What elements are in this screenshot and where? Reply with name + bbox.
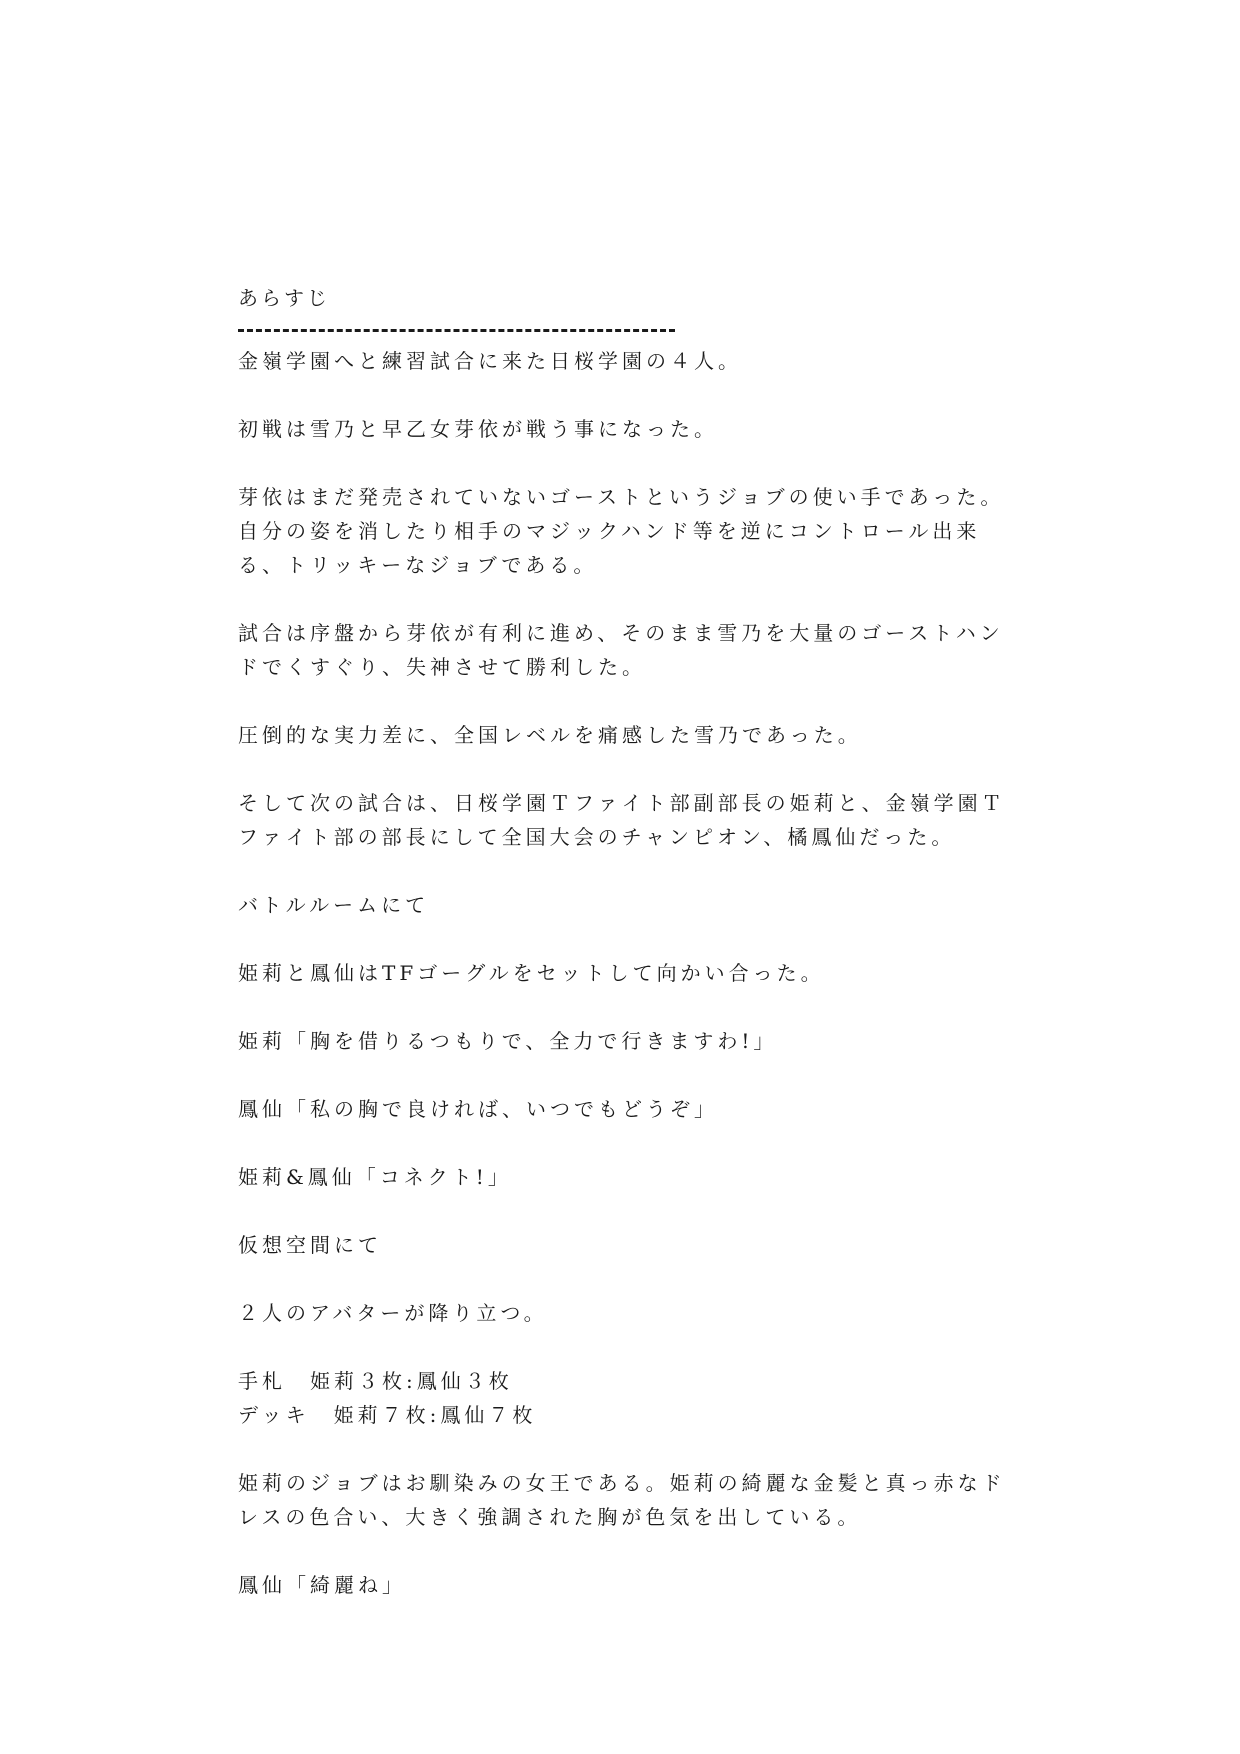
paragraph-avatars: ２人のアバターが降り立つ。 <box>238 1301 548 1325</box>
scene-virtual-space: 仮想空間にて <box>238 1233 382 1257</box>
dialogue-himari: 姫莉「胸を借りるつもりで、全力で行きますわ!」 <box>238 1029 778 1053</box>
dashed-rule <box>238 314 1018 344</box>
dialogue-connect: 姫莉&鳳仙「コネクト!」 <box>238 1165 512 1189</box>
dialogue-housen-beautiful: 鳳仙「綺麗ね」 <box>238 1573 406 1597</box>
paragraph-queen-job: 姫莉のジョブはお馴染みの女王である。姫莉の綺麗な金髪と真っ赤なドレスの色合い、大きく強調された胸が色気を出している。 <box>238 1471 1006 1529</box>
paragraph-first-match: 初戦は雪乃と早乙女芽依が戦う事になった。 <box>238 417 718 441</box>
status-hand: 手札 姫莉３枚:鳳仙３枚 <box>238 1369 513 1393</box>
paragraph-goggles: 姫莉と鳳仙はTFゴーグルをセットして向かい合った。 <box>238 961 825 985</box>
paragraph-skill-gap: 圧倒的な実力差に、全国レベルを痛感した雪乃であった。 <box>238 723 862 747</box>
paragraph-ghost-job: 芽依はまだ発売されていないゴーストというジョブの使い手であった。自分の姿を消したり相手のマジックハンド等を逆にコントロール出来る、トリッキーなジョブである。 <box>238 485 1005 577</box>
paragraph-arrival: 金嶺学園へと練習試合に来た日桜学園の４人。 <box>238 349 742 373</box>
dialogue-housen: 鳳仙「私の胸で良ければ、いつでもどうぞ」 <box>238 1097 718 1121</box>
scene-battle-room: バトルルームにて <box>238 893 430 917</box>
synopsis-heading: あらすじ <box>238 286 330 310</box>
status-deck: デッキ 姫莉７枚:鳳仙７枚 <box>238 1403 537 1427</box>
paragraph-next-match: そして次の試合は、日桜学園Ｔファイト部副部長の姫莉と、金嶺学園Ｔファイト部の部長にして全国大会のチャンピオン、橘鳳仙だった。 <box>238 791 1006 849</box>
paragraph-match-result: 試合は序盤から芽依が有利に進め、そのまま雪乃を大量のゴーストハンドでくすぐり、失神させて勝利した。 <box>238 621 1004 679</box>
text-column <box>238 282 1018 1636</box>
